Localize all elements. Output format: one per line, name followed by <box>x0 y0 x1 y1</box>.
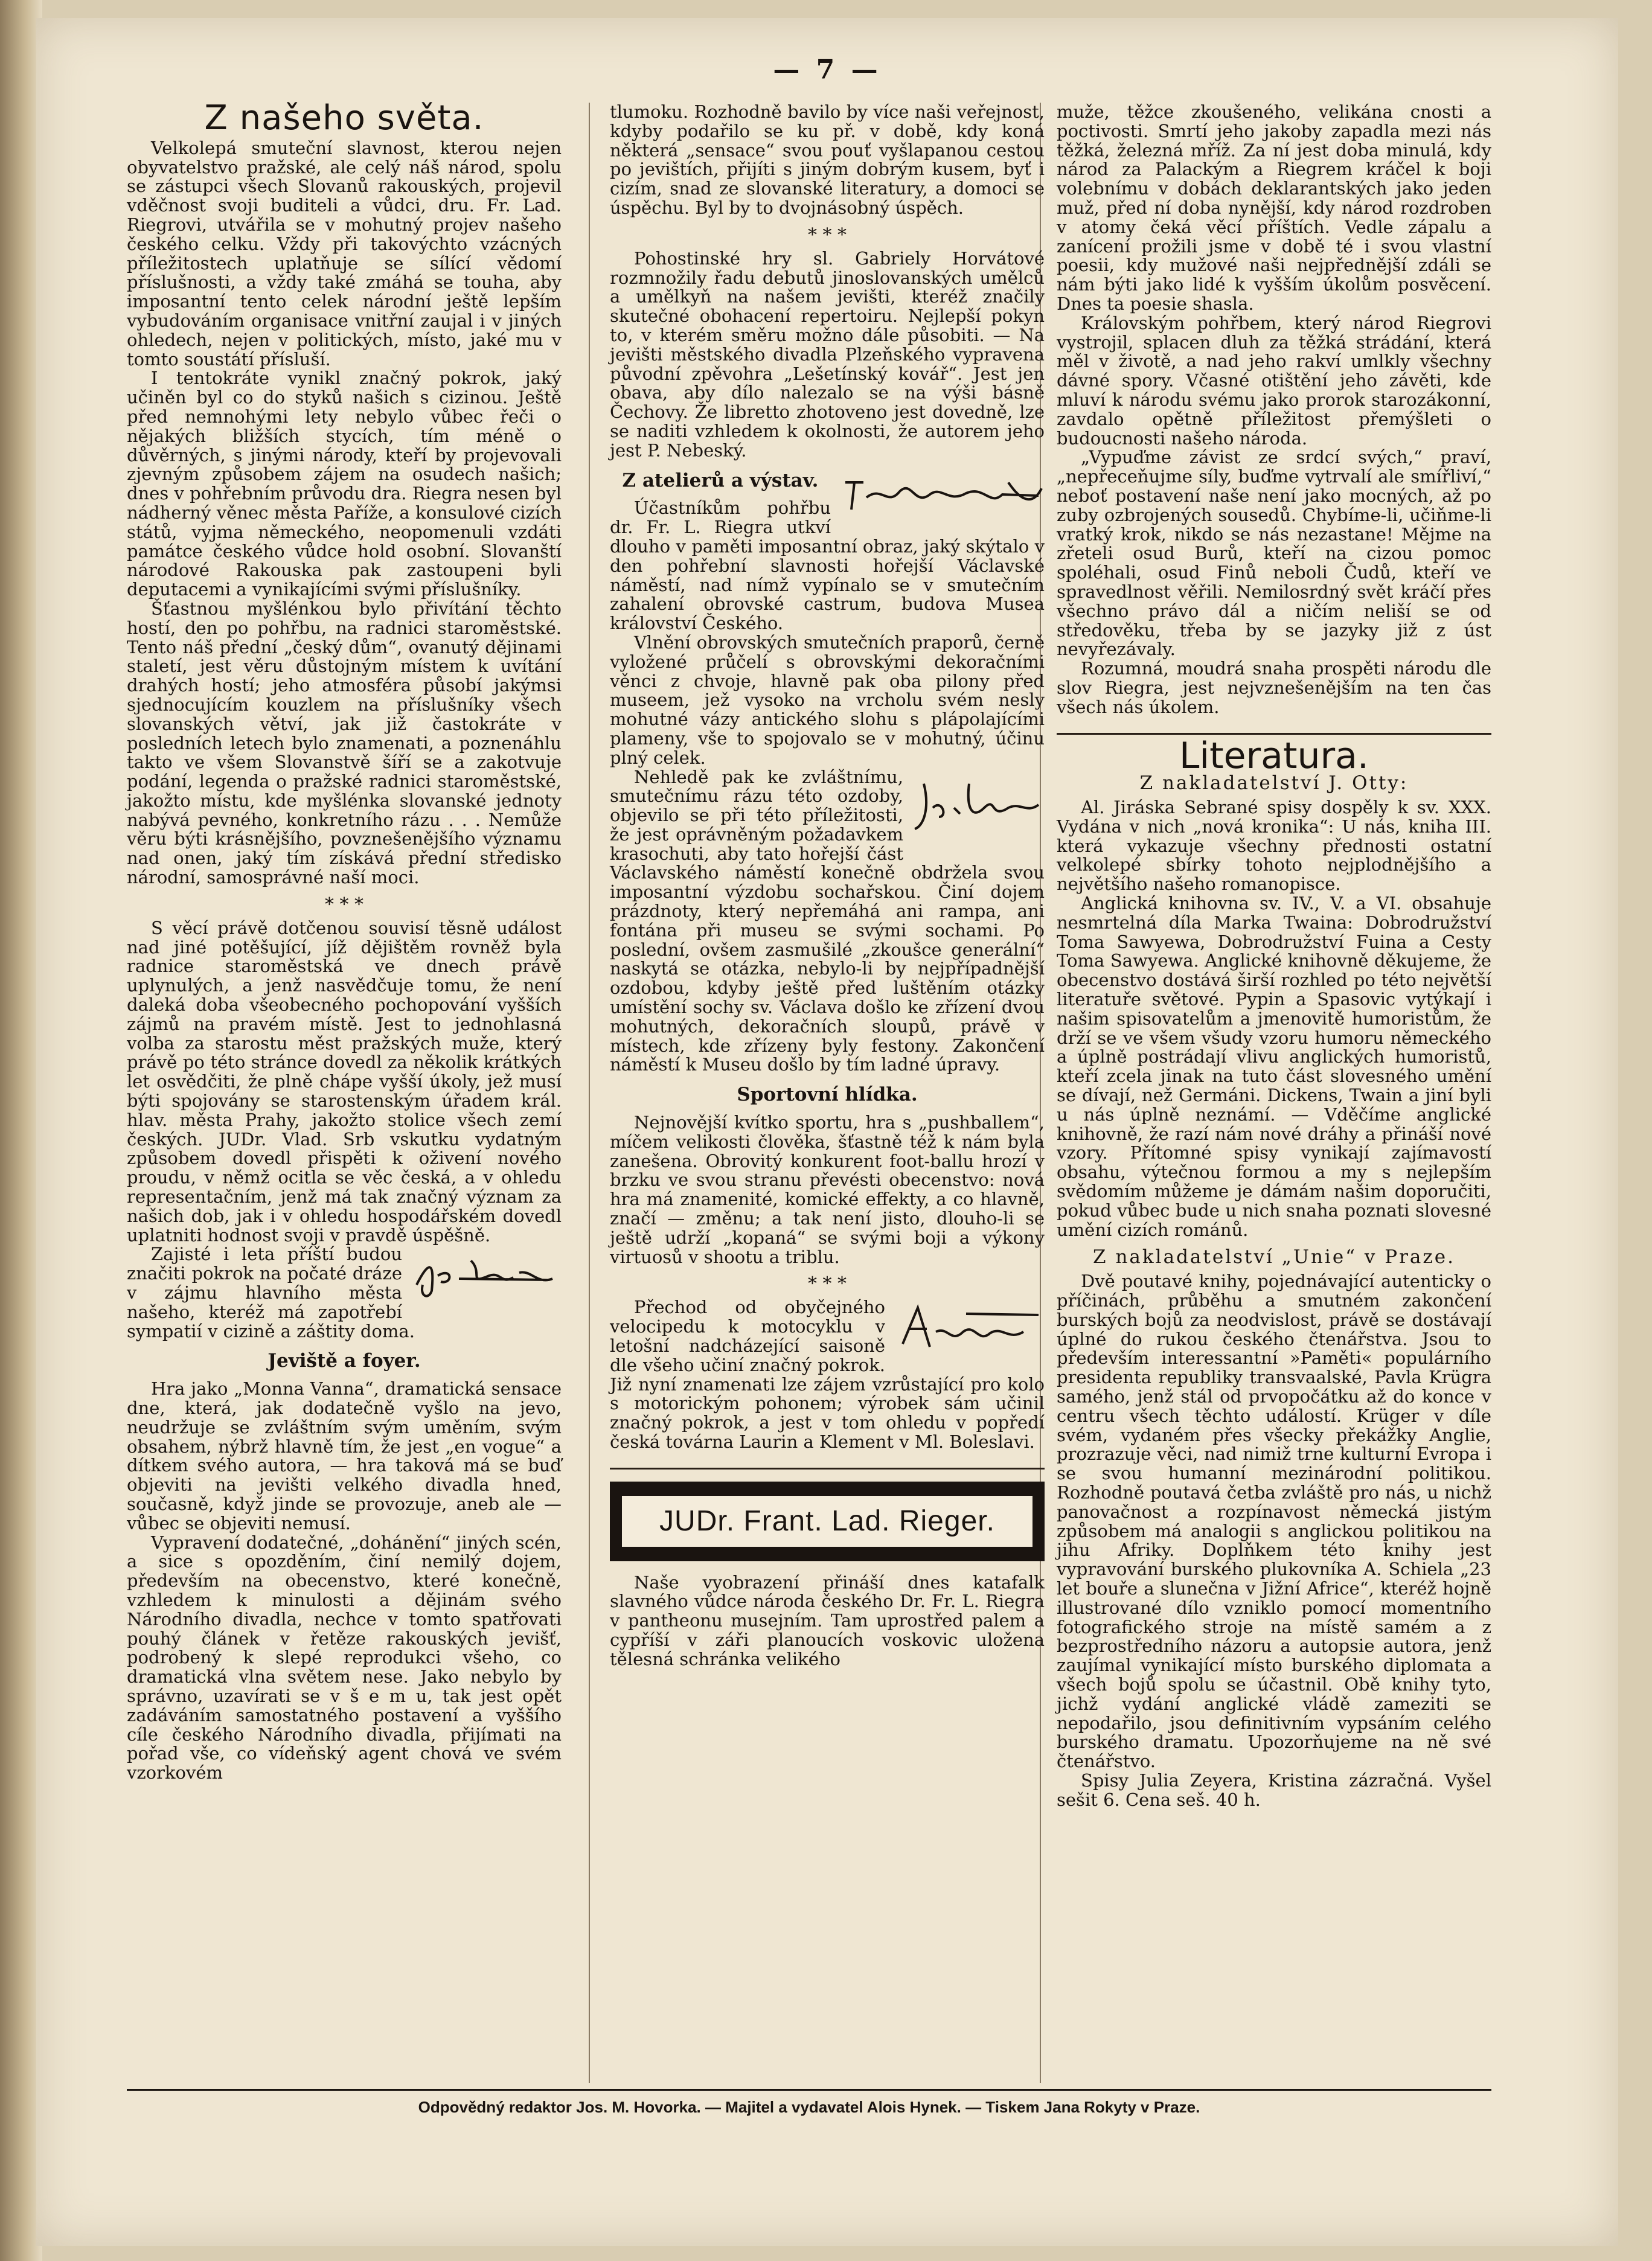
paragraph: Velkolepá smuteční slavnost, kterou nejen obyvatelstvo pražské, ale celý náš národ, spolu se zástupci všech Slovanů rakouských, projevil vděčnost svoji buditeli a vůdci, dru. Fr. Lad. Riegrovi, utvářila se v mohutný projev našeho českého celku. Vždy při takovýchto vzácných příležitostech uplatňuje se sílící vědomí příslušnosti, a vždy také zmáhá se touha, aby imposantní tento celek národní ještě lepším vybudováním organisace vnitřní zaujal i v jiných ohledech, nejen v politických, místo, jaké mu v tomto soustátí přísluší. <box>127 137 562 369</box>
paragraph: Zajisté i leta příští budou značiti pokrok na počaté dráze v zájmu hlavního města našeho, kteréž má zapotřebí sympatií v cizině a záštity doma. <box>127 1244 415 1342</box>
paragraph: Šťastnou myšlénkou bylo přivítání těchto hostí, den po pohřbu, na radnici staroměstské. Tento náš přední „český dům“, ovanutý dějinami staletí, jest věru důstojným místem k uvítání drahých hostí; jeho atmosféra působí jakýmsi sjednocujícím kouzlem na příslušníky všech slovanských větví, jak již častokráte v posledních letech bylo znamenati, a poznenáhlu takto ve všem Slovanstvě šíří se a zakotvuje podání, legenda o pražské radnici staroměstské, jakožto místu, kde myšlénka slovanské jednoty nabývá pevného, konkretního rázu . . . Nemůže věru býti krásnějšího, povznešenějšího významu nad onen, jaký tím získává přední středisko národní, samosprávné naší moci. <box>127 598 562 888</box>
handwritten-signature <box>894 1302 1045 1360</box>
section-heading-theatre: Jeviště a foyer. <box>267 1350 421 1372</box>
column-3 <box>1057 103 1491 1810</box>
paragraph: muže, těžce zkoušeného, velikána cnosti a poctivosti. Smrtí jeho jakoby zapadla mezi nás těžká, železná mříž. Za ní jest doba minulá, kdy národ za Palackým a Riegrem kráčel k boji volebnímu v dobách deklarantských jako jeden muž, před ní doba nynější, kdy národ rozdroben v atomy čeká věcí příštích. Vedle zápalu a zanícení prožili jsme v době té i svou vlastní poesii, kdy mužové naši nejpřednější zdáli se nám býti jako lidé k vyšším úkolům posvěcení. Dnes ta poesie shasla. <box>1057 101 1491 314</box>
paragraph: Nejnovější kvítko sportu, hra s „pushballem“, míčem velikosti člověka, šťastně též k nám byla zanešena. Obrovitý konkurent foot-ballu hrozí v brzku ve svou stranu převésti obecenstvo: nová hra má znamenité, komické effekty, a co hlavně, značí — změnu; a tak není jisto, dlouho-li se ještě udrží „kopaná“ se svými boji a výkony virtuosů v shootu a triblu. <box>610 1112 1045 1267</box>
horizontal-rule <box>610 1468 1045 1469</box>
column-1 <box>127 98 562 1783</box>
paragraph: Účastníkům pohřbu dr. Fr. L. Riegra utkví dlouho v paměti imposantní obraz, jaký skýtalo v den pohřební slavnosti hořejší Václavské náměstí, nad nímž vypínalo se v smutečním zahalení obrovské castrum, budova Musea království Českého. <box>610 497 1045 634</box>
paragraph: Naše vyobrazení přináší dnes katafalk slavného vůdce národa českého Dr. Fr. L. Riegra v pantheonu musejním. Tam uprostřed palem a cypříší v záři planoucích voskovic uložena tělesná schránka velikého <box>610 1572 1045 1669</box>
paragraph: Vypravení dodatečné, „dohánění“ jiných scén, a sice s opozděním, činí nemilý dojem, především na obecenstvo, které konečně, vzhledem k minulosti a dějinám svého Národního divadla, nechce v tomto spatřovati pouhý článek v řetěze rakouských jevišť, podrobený k slepé reprodukci všeho, co dramatická vlna světem nese. Jako nebylo by správno, uzavírati se v š e m u, tak jest opět zadáváním samostatného postavení a vyššího cíle českého Národního divadla, přijímati na pořad vše, co vídeňský agent chová ve svém vzorkovém <box>127 1532 562 1783</box>
paragraph: „Vypuďme závist ze srdcí svých,“ praví, „nepřeceňujme síly, buďme vytrvalí ale smířliví,“ neboť postavení naše není jako mocných, až po zuby ozbrojených sousedů. Chybíme-li, učiňme-li vratký krok, nikdo se nás nezastane! Mějme na zřeteli osud Burů, kteří na cizou pomoc spoléhali, osud Finů neboli Čudů, kteří ve spravedlnost věřili. Nemilosrdný svět kráčí přes všechno právo dál a ničím neliší se od středověku, třeba by se jazyky již z úst nevyřezávaly. <box>1057 447 1491 660</box>
handwritten-signature <box>411 1249 562 1307</box>
imprint-footer: Odpovědný redaktor Jos. M. Hovorka. — Majitel a vydavatel Alois Hynek. — Tiskem Jana Rokyty v Praze. <box>127 2089 1491 2117</box>
publisher-heading: Z nakladatelství J. Otty: <box>1139 772 1409 795</box>
section-separator: * * * <box>807 224 847 246</box>
handwritten-signature <box>912 772 1045 842</box>
paragraph: Královským pohřbem, který národ Riegrovi vystrojil, splacen dluh za těžká strádání, která měl v životě, a nad jeho rakví umlkly všechny dávné spory. Včasné otištění jeho závěti, kde mluví k národu svému jako prorok starozákonní, zavdalo opětně příležitost přemýšleti o budoucnosti našeho národa. <box>1057 312 1491 449</box>
section-title-literature: Literatura. <box>1179 734 1369 777</box>
paragraph: Dvě poutavé knihy, pojednávající autenticky o příčinách, průběhu a smutném zakončení burských bojů za neodvislost, právě se dostávají úplné do rukou českého čtenářstva. Jsou to především interessantní »Paměti« populárního presidenta republiky transvaalské, Pavla Krügra samého, jenž stál od prvopočátku až do konce v centru všech těchto událostí. Krüger v díle svém, vydaném přes všecky překážky Anglie, prozrazuje věci, nad nimiž trne kulturní Evropa i se svou humanní mezinárodní politikou. Rozhodně poutavá četba zvláště pro nás, u nichž panovačnost a rozpínavost německá jistým způsobem má analogii s anglickou politikou na jihu Afriky. Doplňkem této knihy jest vypravování burského plukovníka A. Schiela „23 let bouře a slunečna v Jižní Africe“, kteréž hojně illustrované dílo vzniklo pomocí momentního fotografického stroje na místě samém a z bezprostředního názoru a autopsie autora, jenž zaujímal vynikající místo burského diplomata a všech bojů spolu se účastnil. Obě knihy tyto, jichž vydání anglické vládě zameziti se nepodařilo, jsou definitivním vypsáním celého burského dramatu. Upozorňujeme na ně své čtenářstvo. <box>1057 1271 1491 1772</box>
paragraph: tlumoku. Rozhodně bavilo by více naši veřejnost, kdyby podařilo se ku př. v době, kdy koná některá „sensace“ svou pouť vyšlapanou cestou po jevištích, přijíti s jiným dobrým kusem, byť i cizím, snad ze slovanské literatury, a domoci se úspěchu. Byl by to dvojnásobný úspěch. <box>610 101 1045 218</box>
section-separator: * * * <box>807 1273 847 1295</box>
paragraph: Al. Jiráska Sebrané spisy dospěly k sv. XXX. Vydána v nich „nová kronika“: U nás, kniha III. která vykazuje všechny přednosti ostatní velkolepé sbírky tohoto nejplodnějšího a největšího našeho romanopisce. <box>1057 797 1491 895</box>
paragraph: Rozumná, moudrá snaha prospěti národu dle slov Riegra, jest nejvznešenějším na ten čas všech nás úkolem. <box>1057 658 1491 717</box>
publisher-heading: Z nakladatelství „Unie“ v Praze. <box>1093 1246 1455 1268</box>
paragraph: Hra jako „Monna Vanna“, dramatická sensace dne, která, jak dodatečně vyšlo na jevo, neudržuje se zvláštním svým uměním, svým obsahem, nýbrž hlavně tím, že jest „en vogue“ a dítkem svého autora, — hra taková má se buď objeviti na jevišti velkého divadla hned, současně, když jinde se provozuje, aneb ale — vůbec se objeviti nemusí. <box>127 1378 562 1533</box>
paragraph: Spisy Julia Zeyera, Kristina zázračná. Vyšel sešit 6. Cena seš. 40 h. <box>1057 1770 1491 1810</box>
paragraph: Nehledě pak ke zvláštnímu, smutečnímu rázu této ozdoby, objevilo se při této příležitosti, že jest oprávněným požadavkem krasochuti, aby tato hořejší část Václavského náměstí konečně obdržela svou imposantní výzdobu sochařskou. Činí dojem prázdnoty, který nepřemáhá ani rampa, ani fontána při museu se svými sochami. Po poslední, ovšem zasmušilé „zkoušce generální“ naskytá se otázka, nebylo-li by nejpřípadnější ozdobou, kdyby ještě před luštěním otázky umístění sochy sv. Václava došlo ke zřízení dvou mohutných, dekoračních sloupů, právě v místech, kde zřízeny byly festony. Zakončení náměstí k Museu došlo by tím ladné úpravy. <box>610 766 1045 1075</box>
section-heading-sport: Sportovní hlídka. <box>737 1084 918 1106</box>
page-number: — 7 — <box>773 54 882 85</box>
section-title-our-world: Z našeho světa. <box>204 98 484 138</box>
paragraph: I tentokráte vynikl značný pokrok, jaký učiněn byl co do styků našich s cizinou. Ještě před nemnohými lety nebylo vůbec řeči o nějakých bližších stycích, tím méně o důvěrných, s jinými národy, kteří by projevovali zjevným způsobem zájem na osudech našich; dnes v pohřebním průvodu dra. Riegra nesen byl nádherný věnec města Paříže, a konsulové cizích států, vyjma německého, neopomenuli vzdáti památce českého vůdce hold osobní. Slovanští národové Rakouska pak zastoupeni byli deputacemi a vynikajícími svými příslušníky. <box>127 368 562 600</box>
column-2 <box>610 103 1045 1669</box>
handwritten-signature <box>839 464 1045 523</box>
paragraph: S věcí právě dotčenou souvisí těsně událost nad jiné potěšující, jíž dějištěm rovněž byla radnice staroměstská ve dnech právě uplynulých, a jenž nasvědčuje tomu, že není daleká doba všeobecného pochopování vyšších zájmů na pravém místě. Jest to jednohlasná volba za starostu měst pražských muže, který právě po této stránce dovedl za několik krátkých let osvědčiti, že plně chápe vyšší úkoly, jež musí býti spojovány se starostenským úřadem král. hlav. města Prahy, jakožto stolice všech zemí českých. JUDr. Vlad. Srb vskutku vydatným způsobem dovedl přispěti k oživení nového proudu, v němž ocitla se věc česká, a v ohledu representačním, jenž má tak značný význam za našich dob, jak i v ohledu hospodářském dovedl uplatniti hodnost svoji v pravdě úspěšně. <box>127 917 562 1246</box>
paragraph: Vlnění obrovských smutečních praporů, černě vyložené průčelí s obrovskými dekoračními věnci z chvoje, hlavně pak oba pilony před museem, jež vysoko na vrcholu svém nesly mohutné vázy antického slohu s plápolajícími plameny, vše to spojovalo se v mohutný, účinu plný celek. <box>610 632 1045 768</box>
section-heading-studios: Z atelierů a výstav. <box>622 469 819 491</box>
paragraph: Přechod od obyčejného velocipedu k motocyklu v letošní nadcházející saisoně dle všeho učiní značný pokrok. Již nyní znamenati lze zájem vzrůstající pro kolo s motorickým pohonem; výrobek sám učinil značný pokrok, a jest v tom ohledu v popředí česká továrna Laurin a Klement v Ml. Boleslavi. <box>610 1297 1045 1452</box>
paragraph: Pohostinské hry sl. Gabriely Horvátové rozmnožily řadu debutů jinoslovanských umělců a umělkyň na našem jevišti, kteréž značily skutečné obohacení repertoiru. Nejlepší pokyn to, v kterém směru možno dále působiti. — Na jevišti městského divadla Plzeňského vypravena původní zpěvohra „Lešetínský kovář“. Jest jen obava, aby dílo nalezalo se na výši básně Čechovy. Že libretto zhotoveno jest dovedně, lze se naditi vzhledem k okolnosti, že autorem jeho jest P. Nebeský. <box>610 248 1045 461</box>
section-separator: * * * <box>324 894 364 915</box>
paragraph: Anglická knihovna sv. IV., V. a VI. obsahuje nesmrtelná díla Marka Twaina: Dobrodružství Toma Sawyewa, Dobrodružství Fuina a Cesty Toma Sawyewa. Anglické knihovně děkujeme, že obecenstvo dostává širší rozhled po této největší literatuře světové. Pypin a Spasovic vytýkají i našim spisovatelům a jmenovitě humoristům, že drží se ve všem všudy vzoru humoru německého a úplně postrádají vlivu anglických humoristů, kteří zcela jinak na tuto část slovesného umění se dívají, než Germáni. Dickens, Twain a jiní byli u nás úplně neznámí. — Vděčíme anglické knihovně, že razí nám nové dráhy a přináší nové vzory. Přítomné spisy vynikají zajímavostí obsahu, výtečnou formou a my s nejlepším svědomím můžeme je dámám našim doporučiti, pokud vůbec bude u nich snaha poznati slovesné umění cizích románů. <box>1057 893 1491 1240</box>
memorial-banner <box>610 1482 1045 1561</box>
banner-text: JUDr. Frant. Lad. Rieger. <box>622 1496 1032 1547</box>
column-divider <box>589 103 590 2083</box>
